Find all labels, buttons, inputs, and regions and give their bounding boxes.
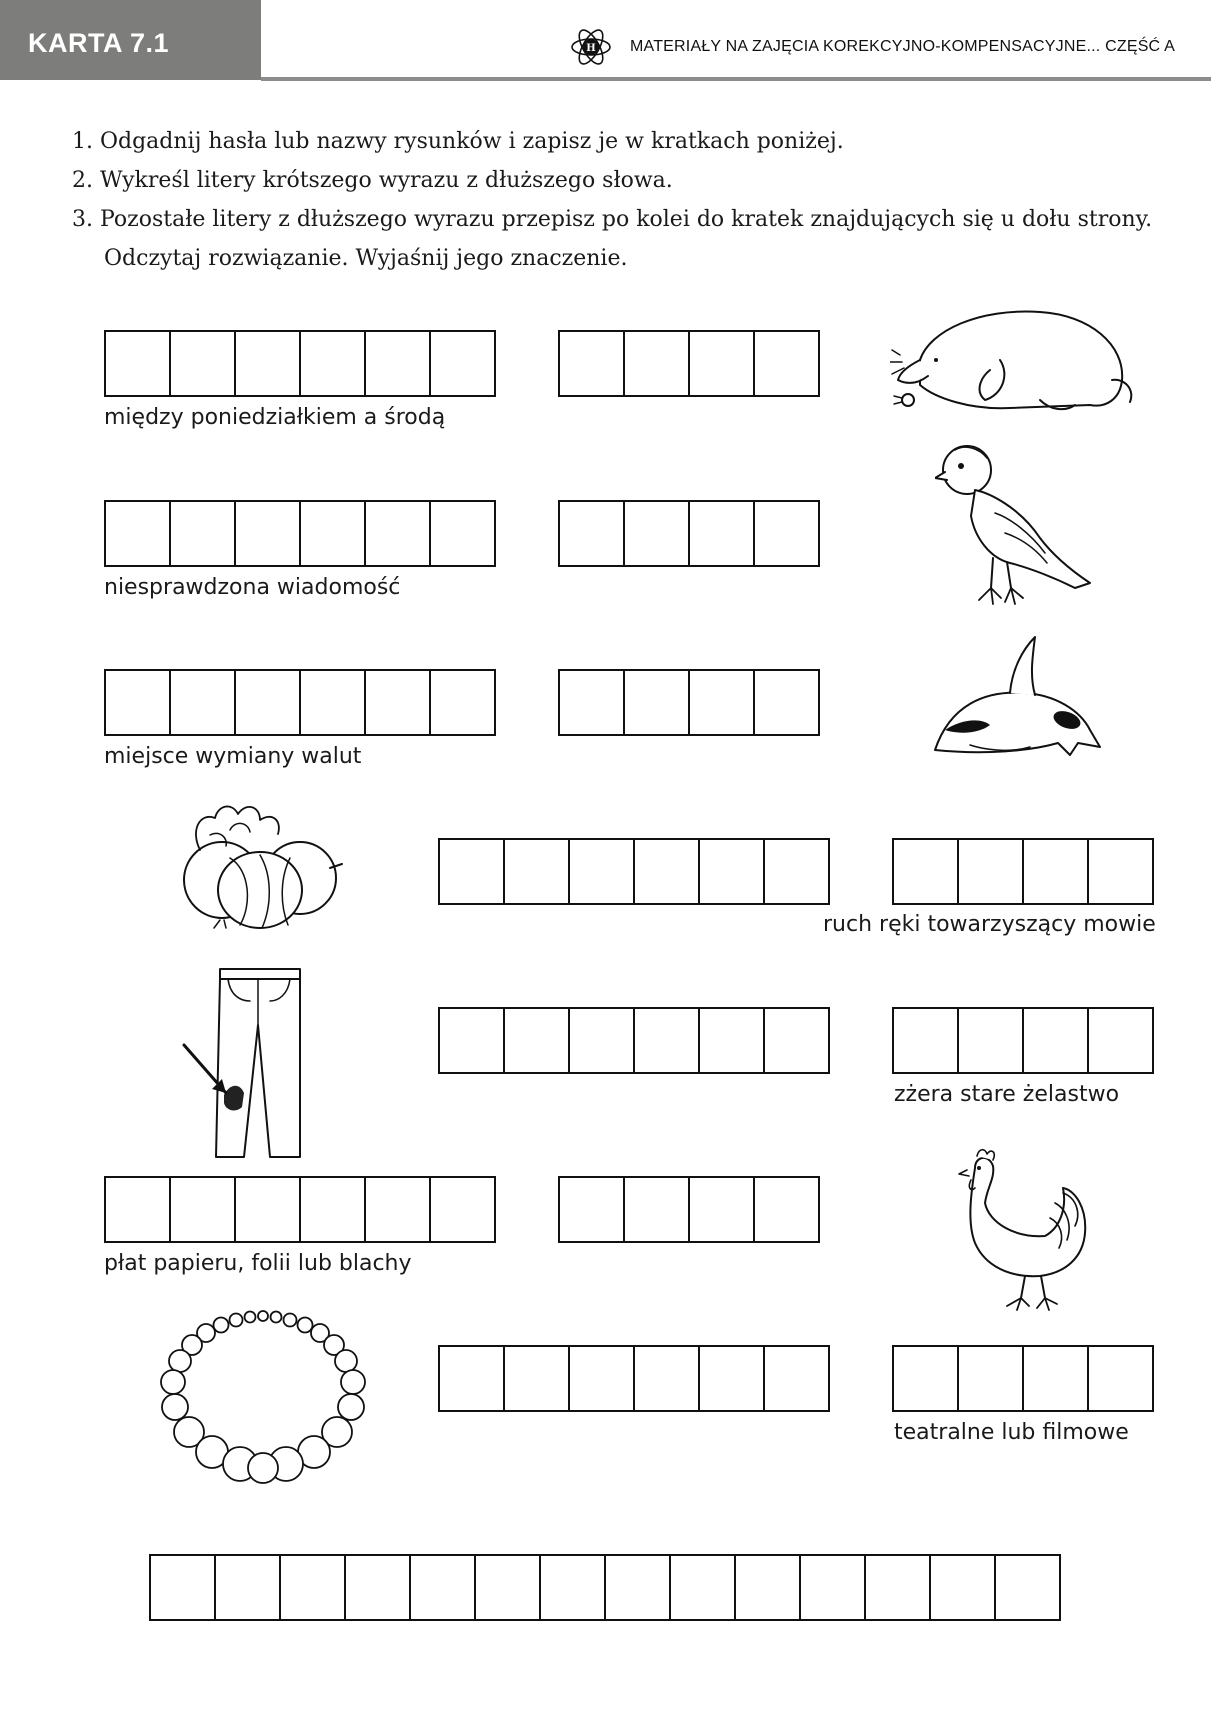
answer-grid-long-6[interactable] (104, 1176, 496, 1243)
answer-grid-short-4[interactable] (892, 838, 1154, 905)
clue-2: niesprawdzona wiadomość (104, 575, 401, 600)
letter-box[interactable] (149, 1554, 216, 1621)
answer-grid-long-4[interactable] (438, 838, 830, 905)
clue-3: miejsce wymiany walut (104, 744, 362, 769)
letter-box[interactable] (688, 500, 755, 567)
letter-box[interactable] (753, 330, 820, 397)
letter-box[interactable] (929, 1554, 996, 1621)
letter-box[interactable] (503, 1007, 570, 1074)
letter-box[interactable] (344, 1554, 411, 1621)
solution-grid[interactable] (149, 1554, 1061, 1621)
sparrow-icon (935, 438, 1095, 613)
orca-icon (930, 635, 1105, 770)
letter-box[interactable] (299, 500, 366, 567)
answer-grid-short-3[interactable] (558, 669, 820, 736)
answer-grid-long-5[interactable] (438, 1007, 830, 1074)
answer-grid-short-2[interactable] (558, 500, 820, 567)
letter-box[interactable] (688, 669, 755, 736)
onions-icon (180, 800, 345, 930)
letter-box[interactable] (753, 500, 820, 567)
letter-box[interactable] (364, 500, 431, 567)
letter-box[interactable] (299, 669, 366, 736)
letter-box[interactable] (234, 669, 301, 736)
clue-6: płat papieru, folii lub blachy (104, 1251, 412, 1276)
letter-box[interactable] (688, 330, 755, 397)
letter-box[interactable] (623, 669, 690, 736)
letter-box[interactable] (753, 669, 820, 736)
letter-box[interactable] (892, 838, 959, 905)
letter-box[interactable] (568, 1007, 635, 1074)
letter-box[interactable] (104, 669, 171, 736)
letter-box[interactable] (957, 1007, 1024, 1074)
letter-box[interactable] (234, 1176, 301, 1243)
letter-box[interactable] (604, 1554, 671, 1621)
letter-box[interactable] (892, 1007, 959, 1074)
letter-box[interactable] (438, 838, 505, 905)
letter-box[interactable] (104, 330, 171, 397)
letter-box[interactable] (409, 1554, 476, 1621)
letter-box[interactable] (623, 1176, 690, 1243)
letter-box[interactable] (558, 669, 625, 736)
answer-grid-long-3[interactable] (104, 669, 496, 736)
letter-box[interactable] (169, 669, 236, 736)
letter-box[interactable] (633, 1007, 700, 1074)
card-label: KARTA 7.1 (28, 28, 170, 58)
mole-icon (890, 300, 1145, 425)
header-rule (261, 77, 1211, 81)
letter-box[interactable] (994, 1554, 1061, 1621)
letter-box[interactable] (568, 1345, 635, 1412)
letter-box[interactable] (763, 1007, 830, 1074)
svg-text:H: H (586, 43, 596, 54)
pearl-necklace-icon (158, 1308, 368, 1488)
letter-box[interactable] (558, 500, 625, 567)
letter-box[interactable] (429, 500, 496, 567)
letter-box[interactable] (633, 838, 700, 905)
letter-box[interactable] (364, 1176, 431, 1243)
letter-box[interactable] (503, 838, 570, 905)
letter-box[interactable] (1022, 838, 1089, 905)
letter-box[interactable] (957, 1345, 1024, 1412)
letter-box[interactable] (104, 1176, 171, 1243)
letter-box[interactable] (1087, 1345, 1154, 1412)
letter-box[interactable] (364, 330, 431, 397)
instruction-2: 2. Wykreśl litery krótszego wyrazu z dłuższego słowa. (72, 168, 673, 193)
card-label-tab (0, 0, 261, 80)
answer-grid-short-1[interactable] (558, 330, 820, 397)
letter-box[interactable] (279, 1554, 346, 1621)
letter-box[interactable] (698, 1007, 765, 1074)
letter-box[interactable] (753, 1176, 820, 1243)
letter-box[interactable] (169, 330, 236, 397)
letter-box[interactable] (539, 1554, 606, 1621)
instruction-3: 3. Pozostałe litery z dłuższego wyrazu przepisz po kolei do kratek znajdujących się u dołu strony. Odczytaj rozwiązanie. Wyjaśnij jego znaczenie. (72, 207, 1153, 271)
clue-5: zżera stare żelastwo (894, 1082, 1120, 1107)
torn-trousers-icon (178, 965, 308, 1165)
letter-box[interactable] (169, 1176, 236, 1243)
letter-box[interactable] (104, 500, 171, 567)
letter-box[interactable] (299, 330, 366, 397)
letter-box[interactable] (688, 1176, 755, 1243)
letter-box[interactable] (558, 1176, 625, 1243)
letter-box[interactable] (438, 1007, 505, 1074)
clue-4: ruch ręki towarzyszący mowie (823, 912, 1156, 937)
letter-box[interactable] (364, 669, 431, 736)
letter-box[interactable] (957, 838, 1024, 905)
letter-box[interactable] (214, 1554, 281, 1621)
letter-box[interactable] (234, 500, 301, 567)
clue-1: między poniedziałkiem a środą (104, 405, 446, 430)
letter-box[interactable] (763, 1345, 830, 1412)
letter-box[interactable] (1022, 1007, 1089, 1074)
letter-box[interactable] (698, 838, 765, 905)
letter-box[interactable] (234, 330, 301, 397)
answer-grid-short-5[interactable] (892, 1007, 1154, 1074)
letter-box[interactable] (633, 1345, 700, 1412)
letter-box[interactable] (734, 1554, 801, 1621)
instructions-list (72, 122, 1162, 278)
atom-logo-icon (570, 26, 612, 68)
letter-box[interactable] (698, 1345, 765, 1412)
letter-box[interactable] (1087, 838, 1154, 905)
letter-box[interactable] (568, 838, 635, 905)
letter-box[interactable] (429, 330, 496, 397)
letter-box[interactable] (763, 838, 830, 905)
clue-7: teatralne lub filmowe (894, 1420, 1129, 1445)
answer-grid-short-7[interactable] (892, 1345, 1154, 1412)
letter-box[interactable] (429, 1176, 496, 1243)
letter-box[interactable] (169, 500, 236, 567)
letter-box[interactable] (503, 1345, 570, 1412)
series-title: MATERIAŁY NA ZAJĘCIA KOREKCYJNO-KOMPENSACYJNE... CZĘŚĆ A (630, 38, 1175, 55)
letter-box[interactable] (299, 1176, 366, 1243)
letter-box[interactable] (558, 330, 625, 397)
letter-box[interactable] (429, 669, 496, 736)
hen-icon (955, 1148, 1095, 1318)
answer-grid-long-7[interactable] (438, 1345, 830, 1412)
answer-grid-long-1[interactable] (104, 330, 496, 397)
letter-box[interactable] (474, 1554, 541, 1621)
answer-grid-long-2[interactable] (104, 500, 496, 567)
instruction-1: 1. Odgadnij hasła lub nazwy rysunków i zapisz je w kratkach poniżej. (72, 129, 844, 154)
letter-box[interactable] (669, 1554, 736, 1621)
letter-box[interactable] (892, 1345, 959, 1412)
letter-box[interactable] (799, 1554, 866, 1621)
letter-box[interactable] (438, 1345, 505, 1412)
answer-grid-short-6[interactable] (558, 1176, 820, 1243)
letter-box[interactable] (864, 1554, 931, 1621)
letter-box[interactable] (1022, 1345, 1089, 1412)
letter-box[interactable] (623, 500, 690, 567)
letter-box[interactable] (623, 330, 690, 397)
letter-box[interactable] (1087, 1007, 1154, 1074)
